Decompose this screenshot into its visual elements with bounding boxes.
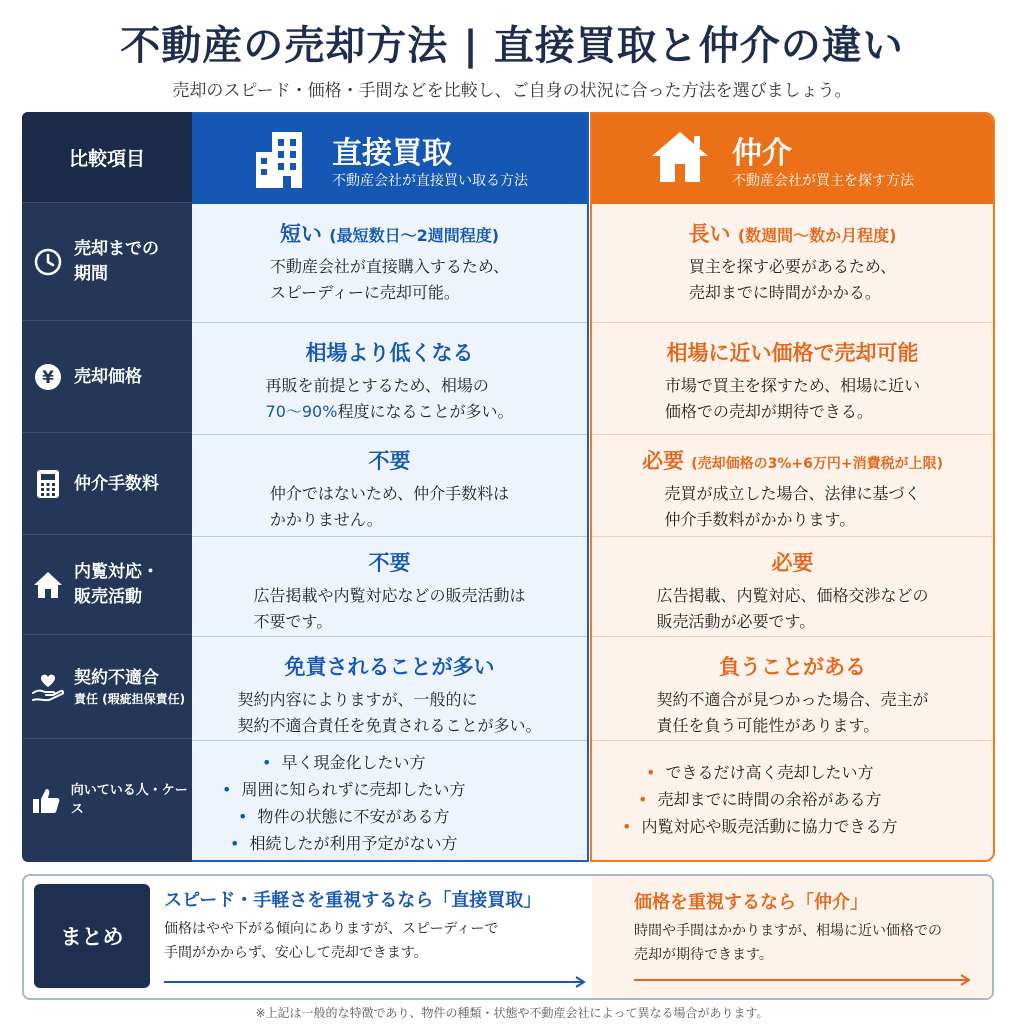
cell-highlight: 70〜90% — [265, 402, 338, 422]
cell-heading: 必要 — [641, 449, 684, 473]
cell-desc: 仲介手数料がかかります。 — [664, 510, 856, 530]
cell-heading: 相場より低くなる — [305, 341, 474, 365]
cell-desc: 広告掲載や内覧対応などの販売活動は — [253, 586, 526, 605]
summary-direct-desc: 価格はやや下がる傾向にありますが、スピーディーで — [164, 921, 499, 937]
list-item: • 早く現金化したい方 — [222, 749, 465, 776]
arrow-right-icon — [164, 976, 589, 988]
cell-desc: 契約不適合責任を免責されることが多い。 — [237, 716, 542, 736]
cell-heading-sub: (売却価格の3%+6万円+消費税が上限) — [691, 456, 944, 472]
cell-desc: 販売活動が必要です。 — [656, 612, 816, 632]
row-label-text: 内覧対応・ — [74, 562, 159, 583]
summary-direct — [164, 886, 584, 966]
cell-a-suitable — [192, 740, 587, 864]
brokerage-desc: 不動産会社が買主を探す方法 — [732, 173, 914, 189]
clock-icon — [33, 247, 63, 277]
summary-box — [22, 874, 994, 1000]
cell-desc: 契約内容によりますが、一般的に — [237, 690, 478, 709]
house-icon — [32, 570, 64, 600]
list-item: • 周囲に知られずに売却したい方 — [222, 776, 465, 803]
row-label-period — [22, 202, 192, 321]
cell-desc: 契約不適合が見つかった場合、売主が — [656, 690, 929, 709]
cell-heading: 必要 — [771, 551, 814, 575]
cell-a-fee — [192, 434, 587, 536]
list-item: • 売却までに時間の余裕がある方 — [622, 786, 897, 813]
cell-b-viewing — [592, 536, 993, 636]
row-label-text: 仲介手数料 — [74, 473, 159, 494]
cell-b-period — [592, 204, 993, 322]
cell-heading: 免責されることが多い — [284, 655, 495, 679]
cell-a-price — [192, 322, 587, 434]
direct-purchase-desc: 不動産会社が直接買い取る方法 — [332, 173, 528, 189]
row-label-subtext: 責任 (瑕疵担保責任) — [74, 691, 186, 706]
svg-text:¥: ¥ — [42, 368, 54, 388]
heart-hand-icon — [31, 671, 65, 703]
list-item: • 内覧対応や販売活動に協力できる方 — [622, 813, 897, 840]
cell-desc: スピーディーに売却可能。 — [269, 283, 460, 303]
cell-b-fee — [592, 434, 993, 536]
direct-purchase-header — [192, 114, 587, 204]
row-label-text: 向いている人・ケース — [70, 783, 188, 817]
cell-heading: 相場に近い価格で売却可能 — [666, 341, 919, 365]
cell-b-price — [592, 322, 993, 434]
cell-desc: 広告掲載、内覧対応、価格交渉などの — [656, 586, 929, 605]
list-item: • 相続したが利用予定がない方 — [222, 830, 465, 857]
cell-desc: 責任を負う可能性があります。 — [656, 716, 880, 736]
comparison-table — [22, 112, 995, 862]
cell-desc: 売買が成立した場合、法律に基づく — [664, 484, 921, 503]
suitable-list-a — [222, 749, 465, 857]
cell-desc: 不要です。 — [253, 612, 333, 632]
footnote: ※上記は一般的な特徴であり、物件の種類・状態や不動産会社によって異なる場合があります。 — [255, 1006, 769, 1020]
label-header: 比較項目 — [22, 112, 192, 202]
arrow-right-icon — [634, 974, 974, 986]
cell-desc: 売却までに時間がかかる。 — [688, 283, 881, 303]
cell-heading: 短い — [279, 222, 322, 246]
row-label-text: 販売活動 — [74, 587, 142, 607]
row-label-text: 売却までの期間 — [74, 239, 159, 284]
direct-purchase-title: 直接買取 — [332, 136, 452, 171]
cell-desc: 程度になることが多い。 — [337, 402, 514, 422]
list-item: • 物件の状態に不安がある方 — [222, 803, 465, 830]
cell-heading: 不要 — [368, 551, 411, 575]
cell-a-viewing — [192, 536, 587, 636]
cell-desc: 市場で買主を探すため、相場に近い — [664, 376, 921, 395]
summary-brokerage-desc: 売却が期待できます。 — [634, 946, 773, 963]
row-label-viewing — [22, 534, 192, 635]
brokerage-column — [590, 112, 995, 862]
row-label-suitable — [22, 738, 192, 863]
thumbs-up-icon — [31, 786, 61, 816]
cell-heading: 長い — [688, 222, 731, 246]
row-label-price — [22, 320, 192, 433]
cell-heading-sub: (最短数日〜2週間程度) — [329, 226, 500, 245]
cell-desc: 買主を探す必要があるため、 — [688, 257, 897, 276]
summary-brokerage-heading: 価格を重視するなら「仲介」 — [634, 892, 868, 913]
house-icon — [650, 130, 710, 184]
cell-a-liability — [192, 636, 587, 740]
cell-desc: 不動産会社が直接購入するため、 — [269, 257, 510, 276]
brokerage-title: 仲介 — [732, 136, 792, 171]
row-label-text: 売却価格 — [74, 366, 142, 387]
cell-heading: 負うことがある — [719, 655, 866, 679]
cell-b-suitable — [592, 740, 993, 864]
page-subtitle: 売却のスピード・価格・手間などを比較し、ご自身の状況に合った方法を選びましょう。 — [172, 81, 852, 101]
row-label-liability — [22, 634, 192, 739]
row-label-fee — [22, 432, 192, 535]
cell-heading-sub: (数週間〜数か月程度) — [737, 226, 897, 245]
calculator-icon — [35, 469, 61, 499]
cell-desc: 再販を前提とするため、相場の — [265, 376, 489, 395]
cell-desc: かかりません。 — [269, 510, 383, 530]
label-column — [22, 112, 192, 862]
cell-b-liability — [592, 636, 993, 740]
page-title: 不動産の売却方法 | 直接買取と仲介の違い — [120, 23, 904, 69]
cell-a-period — [192, 204, 587, 322]
cell-desc: 価格での売却が期待できる。 — [664, 402, 873, 422]
summary-direct-desc: 手間がかからず、安心して売却できます。 — [164, 944, 428, 961]
suitable-list-b — [622, 759, 897, 840]
list-item: • できるだけ高く売却したい方 — [622, 759, 897, 786]
summary-brokerage — [592, 876, 992, 998]
summary-label: まとめ — [34, 884, 150, 988]
brokerage-header — [592, 114, 993, 204]
direct-purchase-column — [192, 112, 589, 862]
cell-heading: 不要 — [368, 449, 411, 473]
summary-direct-heading: スピード・手軽さを重視するなら「直接買取」 — [164, 890, 542, 911]
yen-icon — [33, 362, 63, 392]
cell-desc: 仲介ではないため、仲介手数料は — [269, 484, 510, 503]
building-icon — [250, 130, 310, 188]
row-label-text: 契約不適合 — [74, 667, 159, 688]
summary-brokerage-desc: 時間や手間はかかりますが、相場に近い価格での — [634, 923, 942, 939]
